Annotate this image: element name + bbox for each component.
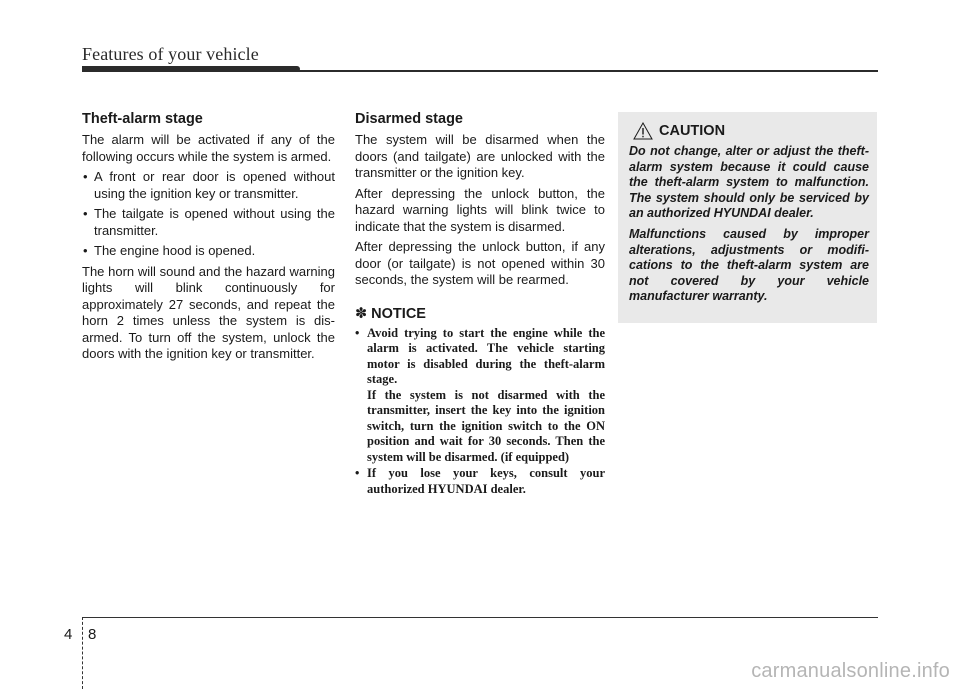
notice-item [355, 326, 605, 466]
trigger-list [82, 169, 335, 260]
watermark: carmanualsonline.info [751, 660, 950, 682]
left-column [82, 110, 335, 367]
page-number-separator [82, 617, 83, 689]
paragraph: After depressing the unlock button, the hazard warning lights will blink twice to indicate that the system is disarmed. [355, 185, 605, 234]
section-heading-disarmed: Disarmed stage [355, 111, 463, 127]
paragraph: After depressing the unlock button, if any door (or tailgate) is not opened within 30 seconds, the system will be rearmed. [355, 239, 605, 287]
caution-header [633, 120, 869, 142]
notice-item-text: Avoid trying to start the engine while the alarm is activated. The vehicle starting motor is disabled during the theft-alarm stage. [367, 325, 605, 386]
list-item: • The tailgate is opened without using the transmitter. [82, 206, 335, 239]
warning-triangle-icon [633, 122, 653, 140]
paragraph-horn: The horn will sound and the hazard warning lights will blink continuously for approximately 27 seconds, and repeat the horn 2 times unless the system is dis-armed. To turn off the system, unlock the doors with the ignition key or transmitter. [82, 263, 335, 361]
notice-title: ✽ NOTICE [355, 305, 426, 322]
notice-item-text: If you lose your keys, consult your authorized HYUNDAI dealer. [367, 466, 605, 496]
notice-item [355, 466, 605, 497]
list-item: • A front or rear door is opened without using the ignition key or transmitter. [82, 169, 335, 202]
notice-list [355, 326, 605, 498]
header-rule [82, 70, 878, 72]
list-item: • The engine hood is opened. [82, 243, 335, 260]
caution-paragraph: Do not change, alter or adjust the theft-alarm system because it could cause the theft-alarm system to malfunction. The system should only be serviced by an authorized HYUNDAI dealer. [629, 144, 869, 221]
footer-rule [82, 617, 878, 618]
page-number: 8 [88, 626, 97, 643]
chapter-number: 4 [64, 626, 73, 643]
caution-box [618, 112, 877, 323]
section-heading-theft-alarm: Theft-alarm stage [82, 111, 203, 127]
paragraph: The system will be disarmed when the doors (and tailgate) are unlocked with the transmitter or the ignition key. [355, 132, 605, 180]
caution-title: CAUTION [659, 123, 726, 139]
paragraph-intro: The alarm will be activated if any of the following occurs while the system is armed. [82, 132, 335, 164]
middle-column [355, 110, 605, 501]
notice-item-subtext: If the system is not disarmed with the transmitter, insert the key into the ignition switch, turn the ignition switch to the ON position and wait for 30 seconds. Then the system will be disarmed. (if equipped) [367, 387, 605, 464]
page-header-title: Features of your vehicle [82, 44, 259, 64]
caution-paragraph: Malfunctions caused by improper alterations, adjustments or modifi-cations to the theft-alarm system are not covered by your vehicle manufacturer warranty. [629, 226, 869, 304]
